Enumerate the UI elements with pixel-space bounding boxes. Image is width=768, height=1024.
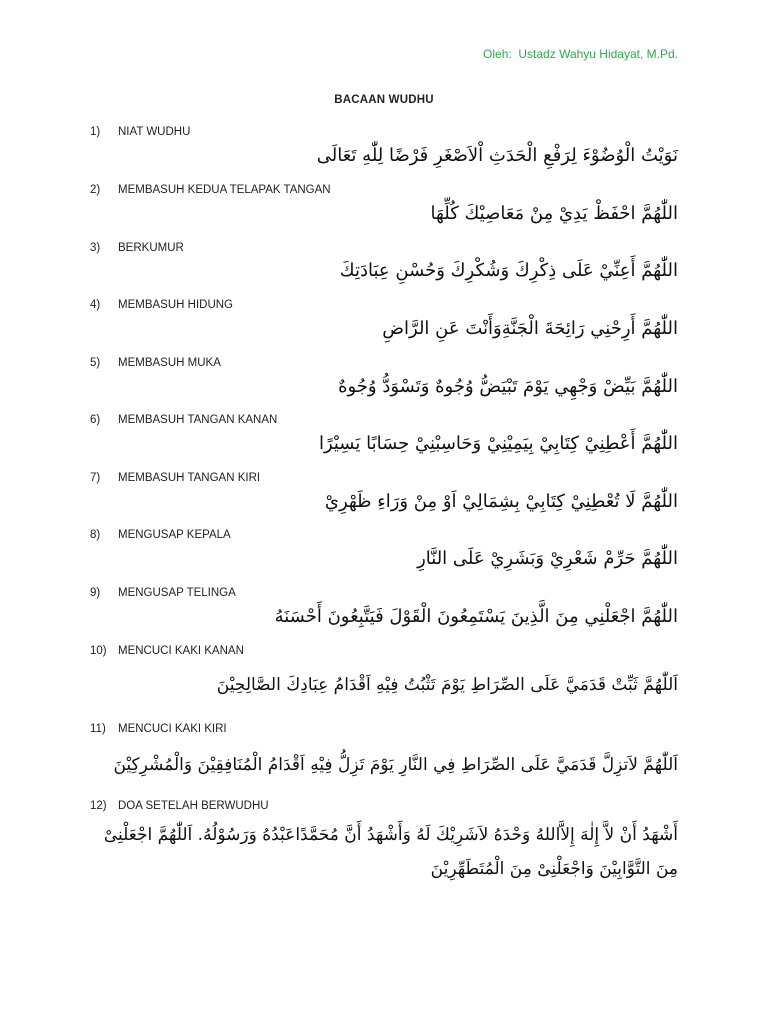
author-credit: Oleh: Ustadz Wahyu Hidayat, M.Pd. xyxy=(483,47,678,61)
item-number: 5) xyxy=(90,357,101,369)
item-number: 11) xyxy=(90,723,106,735)
item-number: 8) xyxy=(90,529,101,541)
item-label: MENGUSAP TELINGA xyxy=(118,587,236,599)
item-label: BERKUMUR xyxy=(118,242,184,254)
item-label: MEMBASUH MUKA xyxy=(118,357,221,369)
item-number: 4) xyxy=(90,299,101,311)
arabic-prayer: اَللّٰهُمَّ ثَبِّتْ قَدَمَيَّ عَلَى الصِّرَاطِ يَوْمَ تَثْبُتُ فِيْهِ اَقْدَامُ عِبَادِكَ الصَّالِحِيْنَ xyxy=(216,675,678,695)
arabic-prayer: اللّٰهُمَّ احْفَظْ يَدِيْ مِنْ مَعَاصِيْكَ كُلِّهَا xyxy=(430,203,678,224)
item-label: NIAT WUDHU xyxy=(118,126,191,138)
page-title: BACAAN WUDHU xyxy=(334,94,434,106)
item-heading xyxy=(90,357,221,369)
arabic-prayer: اللّٰهُمَّ أَرِحْنِي رَائِحَةَ الْجَنَّةِوَأَنْتَ عَنِ الرَّاضِ xyxy=(382,318,678,339)
arabic-prayer: اللّٰهُمَّ لَا تُعْطِنِيْ كِتَابِيْ بِشِمَالِيْ اَوْ مِنْ وَرَاءِ ظَهْرِيْ xyxy=(324,491,678,512)
item-heading xyxy=(90,414,277,426)
arabic-prayer: اللّٰهُمَّ اجْعَلْنِي مِنَ الَّذِينَ يَسْتَمِعُونَ الْقَوْلَ فَيَتَّبِعُونَ أَحْسَنَهُ xyxy=(274,606,678,627)
item-number: 6) xyxy=(90,414,101,426)
item-heading xyxy=(90,126,190,138)
item-heading xyxy=(90,299,233,311)
arabic-prayer: اَللّٰهُمَّ لاَتزِلَّ قَدَمَيَّ عَلَى الصِّرَاطِ فِي النَّارِ يَوْمَ تَزِلُّ فِيْهِ اَقْدَامُ الْمُنَافِقِيْنَ وَالْمُشْرِكِيْنَ xyxy=(113,755,678,775)
item-label: DOA SETELAH BERWUDHU xyxy=(118,800,269,812)
item-label: MEMBASUH HIDUNG xyxy=(118,299,234,311)
item-label: MEMBASUH TANGAN KIRI xyxy=(118,472,261,484)
item-heading xyxy=(90,184,331,196)
item-label: MENCUCI KAKI KIRI xyxy=(118,723,227,735)
arabic-prayer: اللّٰهُمَّ أَعِنِّيْ عَلَى ذِكْرِكَ وَشُكْرِكَ وَحُسْنِ عِبَادَتِكَ xyxy=(339,260,678,281)
item-number: 12) xyxy=(90,800,107,812)
item-heading xyxy=(90,587,236,599)
item-number: 9) xyxy=(90,587,101,599)
arabic-prayer: اللّٰهُمَّ حَرِّمْ شَعْرِيْ وَبَشَرِيْ عَلَى النَّارِ xyxy=(417,548,678,569)
arabic-prayer: أَشْهَدُ أَنْ لاَّ إِلٰهَ إِلاَّاللهُ وَحْدَهُ لاَشَرِيْكَ لَهُ وَأَشْهَدُ أَنَّ مُحَمَّدًاعَبْدُهُ وَرَسُوْلُهُ. اَللّٰهُمَّ اجْعَلْنِىْ مِنَ التَّوَّابِيْنَ وَاجْعَلْنِىْ مِنَ الْمُتَطَهِّرِيْنَ xyxy=(103,825,678,879)
item-heading xyxy=(90,645,244,657)
item-heading xyxy=(90,800,269,812)
item-number: 3) xyxy=(90,242,101,254)
arabic-prayer: نَوَيْتُ الْوُضُوْءَ لِرَفْعِ الْحَدَثِ اْلاَصْغَرِ فَرْضًا لِلّٰهِ تَعَالَى xyxy=(316,145,678,166)
item-number: 7) xyxy=(90,472,101,484)
item-heading xyxy=(90,472,260,484)
item-heading xyxy=(90,723,227,735)
arabic-prayer: اللّٰهُمَّ بَيِّضْ وَجْهِي يَوْمَ تَبْيَضُّ وُجُوهٌ وَتَسْوَدُّ وُجُوهٌ xyxy=(338,376,678,397)
item-label: MENCUCI KAKI KANAN xyxy=(118,645,244,657)
item-heading xyxy=(90,529,231,541)
item-heading xyxy=(90,242,184,254)
item-number: 1) xyxy=(90,126,101,138)
item-label: MEMBASUH TANGAN KANAN xyxy=(118,414,278,426)
arabic-prayer: اللّٰهُمَّ أَعْطِنِيْ كِتَابِيْ بِيَمِيْنِيْ وَحَاسِبْنِيْ حِسَابًا يَسِيْرًا xyxy=(318,433,678,454)
item-number: 10) xyxy=(90,645,107,657)
item-label: MEMBASUH KEDUA TELAPAK TANGAN xyxy=(118,184,331,196)
item-number: 2) xyxy=(90,184,101,196)
item-label: MENGUSAP KEPALA xyxy=(118,529,231,541)
